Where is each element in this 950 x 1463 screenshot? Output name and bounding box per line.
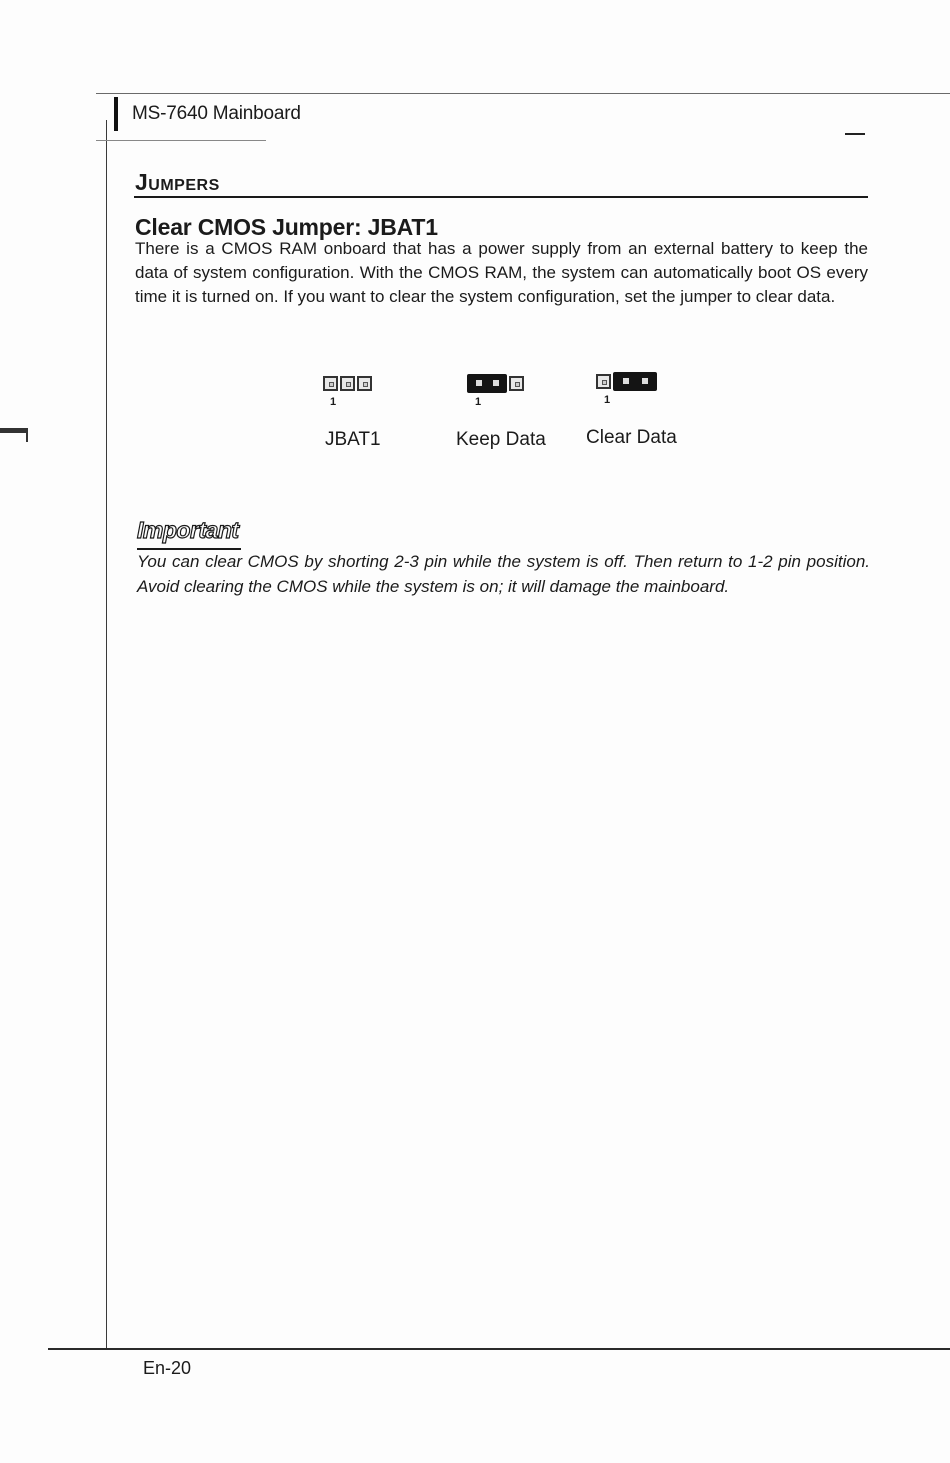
important-body: You can clear CMOS by shorting 2-3 pin while the system is off. Then return to 1-2 pin position. Avoid clearing the CMOS while the system is on; it will damage the mainboard. — [137, 552, 870, 596]
page-left-rule — [106, 120, 107, 1348]
jumper-keep-data-graphic — [467, 373, 524, 393]
pin-one-marker: 1 — [330, 396, 337, 408]
jumper-cap — [613, 372, 657, 391]
page-number: En-20 — [143, 1358, 192, 1378]
page-bottom-rule — [48, 1348, 950, 1350]
jumper-pin — [509, 376, 524, 391]
section-heading: Jumpers — [135, 169, 220, 195]
jumper-pin — [340, 376, 355, 391]
running-header: MS-7640 Mainboard — [132, 103, 301, 124]
diagram-label-jbat1: JBAT1 — [325, 429, 381, 450]
jumper-pin — [323, 376, 338, 391]
jumper-pin — [596, 374, 611, 389]
subsection-heading: Clear CMOS Jumper: JBAT1 — [135, 214, 438, 240]
header-marker-bar — [114, 97, 118, 131]
jumper-pin — [357, 376, 372, 391]
header-rule-right — [845, 133, 865, 135]
section-rule — [134, 196, 868, 198]
subsection-body: There is a CMOS RAM onboard that has a power supply from an external battery to keep the data of system configuration. With the CMOS RAM, the system can automatically boot OS every time it is turned on. If you want to clear the system configuration, set the jumper to clear data. — [135, 239, 868, 306]
pin-one-marker: 1 — [475, 396, 482, 408]
page-top-rule — [96, 93, 950, 94]
jumper-jbat1-graphic — [323, 373, 372, 393]
jumper-clear-data-graphic — [596, 371, 657, 391]
pin-one-marker: 1 — [604, 394, 611, 406]
header-underline — [96, 140, 266, 141]
page-edge-tab-tick — [26, 428, 28, 442]
diagram-label-clear-data: Clear Data — [586, 427, 677, 448]
diagram-label-keep-data: Keep Data — [456, 429, 546, 450]
important-heading: Important — [137, 517, 239, 543]
page-edge-tab — [0, 428, 28, 433]
jumper-cap — [467, 374, 507, 393]
